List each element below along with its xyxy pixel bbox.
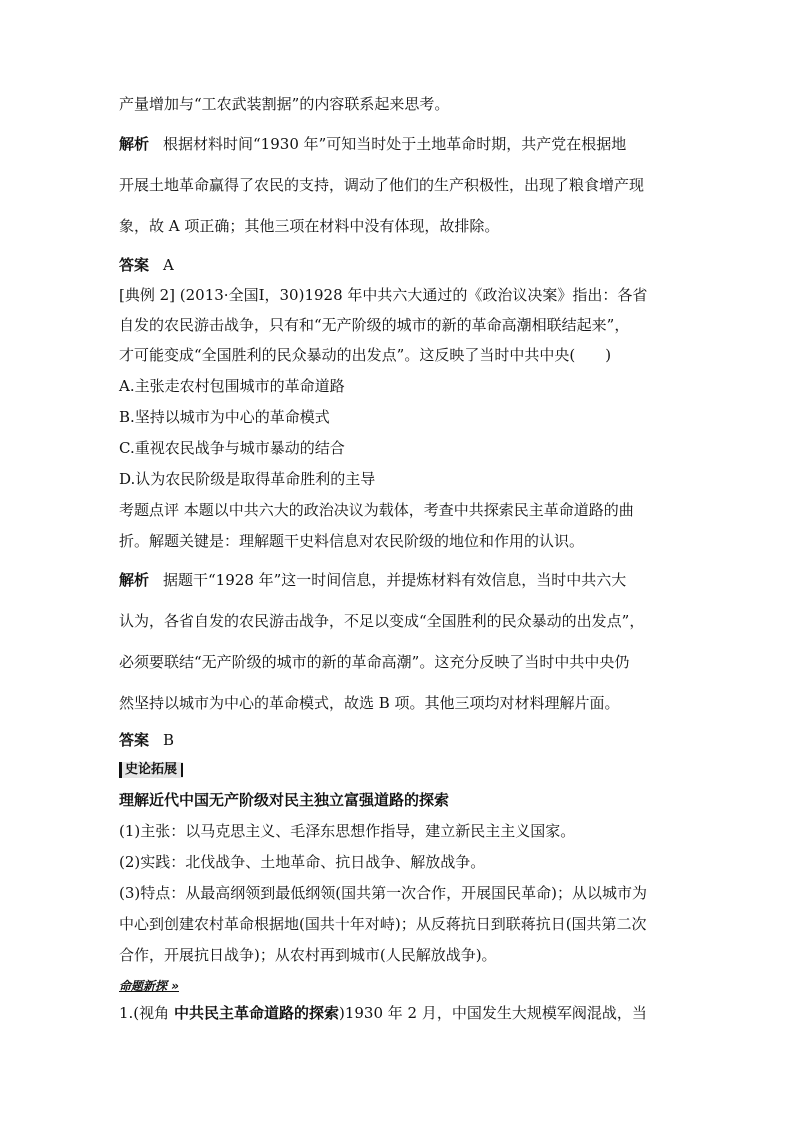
text-line: 据题干“1928 年”这一时间信息，并提炼材料有效信息，当时中共六大 xyxy=(163,571,627,589)
section-tag-label: 史论拓展 xyxy=(125,762,178,777)
question-line xyxy=(119,1003,647,1023)
answer-line xyxy=(119,730,174,750)
question-prefix: 1.(视角 xyxy=(119,1004,170,1022)
option-a: A.主张走农村包围城市的革命道路 xyxy=(119,377,345,395)
review-line: 折。解题关键是：理解题干史料信息对农民阶级的地位和作用的认识。 xyxy=(119,532,585,550)
answer-label: 答案 xyxy=(119,731,150,749)
example-stem-line: [典例 2] (2013·全国Ⅰ，30)1928 年中共六大通过的《政治议决案》指出：各省 xyxy=(119,286,648,304)
text-line: 产量增加与“工农武装割据”的内容联系起来思考。 xyxy=(119,95,450,113)
point-line: (3)特点：从最高纲领到最低纲领(国共第一次合作，开展国民革命)；从以城市为 xyxy=(119,884,647,902)
answer-value: B xyxy=(163,731,175,749)
text-line: 必须要联结“无产阶级的城市的新的革命高潮”。这充分反映了当时中共中央仍 xyxy=(119,653,630,671)
text-line: 开展土地革命赢得了农民的支持，调动了他们的生产积极性，出现了粮食增产现 xyxy=(119,176,645,194)
section-tag xyxy=(119,762,183,778)
text-line: 象，故 A 项正确；其他三项在材料中没有体现，故排除。 xyxy=(119,217,500,235)
text-line: 然坚持以城市为中心的革命模式，故选 B 项。其他三项均对材料理解片面。 xyxy=(119,694,620,712)
review-line: 考题点评 本题以中共六大的政治决议为载体，考查中共探索民主革命道路的曲 xyxy=(119,501,634,519)
point-line: 中心到创建农村革命根据地(国共十年对峙)；从反蒋抗日到联蒋抗日(国共第二次 xyxy=(119,915,647,933)
analysis-label: 解析 xyxy=(119,135,150,153)
option-d: D.认为农民阶级是取得革命胜利的主导 xyxy=(119,470,376,488)
example-stem-line: 才可能变成“全国胜利的民众暴动的出发点”。这反映了当时中共中央( ) xyxy=(119,346,612,364)
text-line: 根据材料时间“1930 年”可知当时处于土地革命时期，共产党在根据地 xyxy=(163,135,627,153)
section-title: 理解近代中国无产阶级对民主独立富强道路的探索 xyxy=(119,791,450,809)
analysis-label: 解析 xyxy=(119,571,150,589)
text-line: 认为，各省自发的农民游击战争，不足以变成“全国胜利的民众暴动的出发点”， xyxy=(119,612,645,630)
example-stem-line: 自发的农民游击战争，只有和“无产阶级的城市的新的革命高潮相联结起来”， xyxy=(119,316,630,334)
question-focus: 中共民主革命道路的探索 xyxy=(173,1004,339,1022)
point-line: (1)主张：以马克思主义、毛泽东思想作指导，建立新民主主义国家。 xyxy=(119,822,576,840)
point-line: 合作，开展抗日战争)；从农村再到城市(人民解放战争)。 xyxy=(119,946,497,964)
option-c: C.重视农民战争与城市暴动的结合 xyxy=(119,439,345,457)
answer-line xyxy=(119,255,174,275)
analysis-paragraph xyxy=(119,134,626,154)
answer-label: 答案 xyxy=(119,256,150,274)
tag-divider xyxy=(181,763,183,777)
option-b: B.坚持以城市为中心的革命模式 xyxy=(119,408,330,426)
point-line: (2)实践：北伐战争、土地革命、抗日战争、解放战争。 xyxy=(119,853,486,871)
new-probe-tag: 命题新探 » xyxy=(119,979,179,993)
question-rest: )1930 年 2 月，中国发生大规模军阀混战，当 xyxy=(338,1004,647,1022)
answer-value: A xyxy=(163,256,174,274)
analysis-paragraph xyxy=(119,570,626,590)
